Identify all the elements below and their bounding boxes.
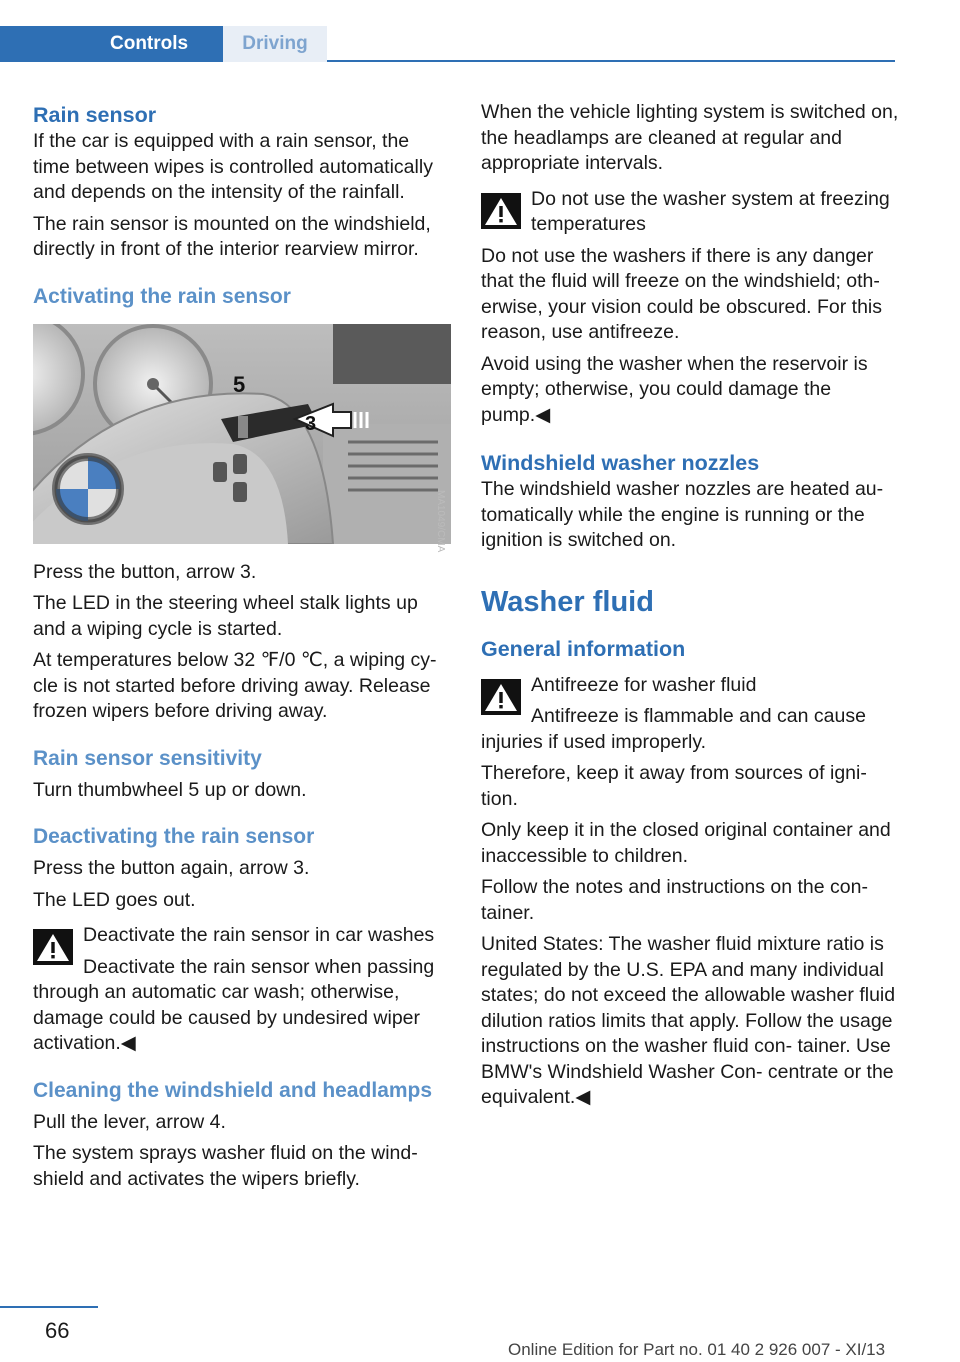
edition-footer: Online Edition for Part no. 01 40 2 926 007 - XI/13: [508, 1340, 886, 1359]
warning-icon: [481, 193, 521, 229]
rain-sensor-heading: Rain sensor: [33, 103, 157, 127]
paragraph: Turn thumbwheel 5 up or down.: [33, 778, 307, 801]
paragraph: The system sprays washer fluid on the wind‐ shield and activates the wipers briefly.: [33, 1142, 418, 1190]
paragraph: Do not use the washers if there is any danger that the fluid will freeze on the windshield; oth‐ erwise, your vision could be obscured. For this reason, use antifreeze.: [481, 244, 883, 343]
photo-code: MA1049/CMA: [435, 490, 446, 553]
left-column: [33, 100, 451, 1198]
antifreeze-warning: [481, 673, 899, 756]
washer-fluid-heading: Washer fluid: [481, 585, 654, 618]
activating-heading: Activating the rain sensor: [33, 284, 291, 308]
steering-wheel-photo: [33, 324, 451, 544]
paragraph: United States: The washer fluid mixture ratio is regulated by the U.S. EPA and many individual states; do not exceed the allowable washer fluid dilution ratios limits that apply. Follow the usage instructions on the washer fluid con‐ tainer. Use BMW's Windshield Washer Con‐ centrate or the equivalent.◀: [481, 933, 896, 1108]
paragraph: Avoid using the washer when the reservoir is empty; otherwise, you could damage the pump.◀: [481, 352, 868, 426]
arrow-5-label: 5: [233, 371, 246, 397]
paragraph: Therefore, keep it away from sources of igni‐ tion.: [481, 762, 867, 810]
warning-title: Do not use the washer system at freezing temperatures: [531, 187, 890, 235]
paragraph: When the vehicle lighting system is switched on, the headlamps are cleaned at regular and appropriate intervals.: [481, 101, 899, 174]
right-column: [481, 100, 899, 1117]
tab-controls[interactable]: Controls: [0, 26, 223, 62]
tab-driving[interactable]: Driving: [223, 26, 327, 62]
deactivating-heading: Deactivating the rain sensor: [33, 825, 315, 848]
paragraph: The LED in the steering wheel stalk lights up and a wiping cycle is started.: [33, 592, 418, 640]
header-tabbar: [0, 0, 895, 62]
paragraph: If the car is equipped with a rain sensor, the time between wipes is controlled automatically and depends on the intensity of the rainfall.: [33, 130, 433, 203]
arrow-3-label: 3: [305, 412, 317, 435]
cleaning-heading: Cleaning the windshield and headlamps: [33, 1078, 433, 1102]
paragraph: Press the button, arrow 3.: [33, 560, 257, 583]
paragraph: The LED goes out.: [33, 888, 196, 911]
paragraph: Only keep it in the closed original container and inaccessible to children.: [481, 819, 891, 867]
paragraph: The windshield washer nozzles are heated au‐ tomatically while the engine is running or the ignition is switched on.: [481, 478, 884, 551]
paragraph: Press the button again, arrow 3.: [33, 857, 310, 879]
paragraph: Follow the notes and instructions on the con‐ tainer.: [481, 876, 868, 924]
steering-wheel-illustration: [33, 324, 451, 544]
freezing-warning: [481, 187, 899, 238]
warning-body: Deactivate the rain sensor when passing through an automatic car wash; otherwise, damage could be caused by undesired wiper activation.◀: [33, 955, 435, 1054]
warning-body: Antifreeze is flammable and can cause injuries if used improperly.: [481, 705, 866, 753]
warning-icon: [33, 929, 73, 965]
page-number: 66: [45, 1318, 70, 1343]
warning-title: Deactivate the rain sensor in car washes: [83, 924, 435, 946]
paragraph: Pull the lever, arrow 4.: [33, 1110, 226, 1133]
car-wash-warning: [33, 923, 451, 1057]
sensitivity-heading: Rain sensor sensitivity: [33, 746, 262, 770]
warning-title: Antifreeze for washer fluid: [531, 673, 757, 696]
paragraph: At temperatures below 32 ℉/0 ℃, a wiping cy‐ cle is not started before driving away. Release frozen wipers before driving away.: [33, 649, 437, 722]
footer-rule: [0, 1306, 98, 1308]
nozzles-heading: Windshield washer nozzles: [481, 451, 760, 475]
general-info-heading: General information: [481, 636, 686, 661]
paragraph: The rain sensor is mounted on the windshield, directly in front of the interior rearview mirror.: [33, 212, 431, 260]
warning-icon: [481, 679, 521, 715]
